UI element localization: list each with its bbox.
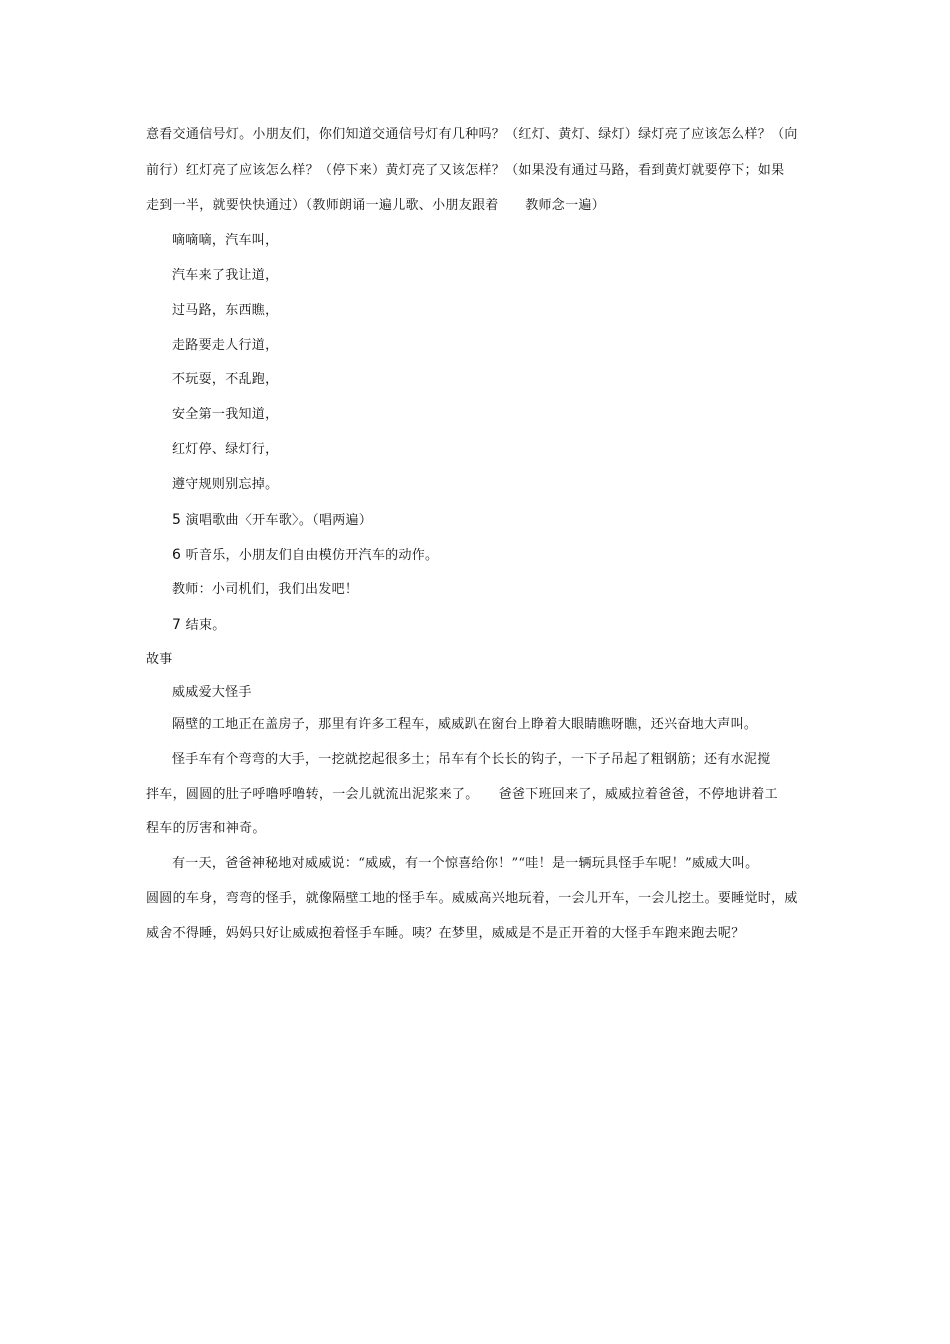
story-paragraph-2-line: 拌车，圆圆的肚子呼噜呼噜转，一会儿就流出泥浆来了。 爸爸下班回来了，威威拉着爸爸，不停地讲着工 (146, 787, 778, 802)
step-number: 5 (172, 512, 182, 528)
step-7 (172, 616, 226, 635)
step-6 (172, 546, 438, 565)
intro-line-1: 意看交通信号灯。小朋友们，你们知道交通信号灯有几种吗？（红灯、黄灯、绿灯）绿灯亮了应该怎么样？（向 (146, 127, 798, 142)
story-paragraph-3-line: 有一天，爸爸神秘地对威威说：“威威，有一个惊喜给你！”“哇！是一辆玩具怪手车呢！”威威大叫。 (172, 856, 759, 871)
step-text: 听音乐，小朋友们自由模仿开汽车的动作。 (185, 548, 439, 563)
step-text: 结束。 (185, 618, 226, 633)
intro-line-3: 走到一半，就要快快通过）（教师朗诵一遍儿歌、小朋友跟着 教师念一遍） (146, 198, 606, 213)
story-paragraph-3-line: 圆圆的车身，弯弯的怪手，就像隔壁工地的怪手车。威威高兴地玩着，一会儿开车，一会儿挖土。要睡觉时，威 (146, 891, 798, 906)
intro-line-2: 前行）红灯亮了应该怎么样？（停下来）黄灯亮了又该怎样？（如果没有通过马路，看到黄灯就要停下；如果 (146, 163, 785, 178)
teacher-line: 教师：小司机们，我们出发吧！ (172, 582, 359, 597)
rhyme-line: 汽车来了我让道， (172, 268, 279, 283)
section-label: 故事 (146, 652, 173, 667)
step-5 (172, 511, 372, 530)
rhyme-line: 红灯停、绿灯行， (172, 442, 279, 457)
rhyme-line: 嘀嘀嘀，汽车叫， (172, 233, 279, 248)
step-number: 6 (172, 547, 182, 563)
story-paragraph-2-line: 怪手车有个弯弯的大手，一挖就挖起很多土；吊车有个长长的钩子，一下子吊起了粗钢筋；还有水泥搅 (172, 752, 771, 767)
story-paragraph-2-line: 程车的厉害和神奇。 (146, 821, 266, 836)
story-paragraph-3-line: 威舍不得睡，妈妈只好让威威抱着怪手车睡。咦？在梦里，威威是不是正开着的大怪手车跑来跑去呢？ (146, 926, 745, 941)
rhyme-line: 过马路，东西瞧， (172, 303, 279, 318)
rhyme-line: 走路要走人行道， (172, 338, 279, 353)
step-number: 7 (172, 617, 182, 633)
story-title: 威威爱大怪手 (172, 685, 252, 700)
rhyme-line: 安全第一我知道， (172, 407, 279, 422)
rhyme-line: 不玩耍，不乱跑， (172, 372, 279, 387)
story-paragraph-1: 隔壁的工地正在盖房子，那里有许多工程车，威威趴在窗台上睁着大眼睛瞧呀瞧，还兴奋地大声叫。 (172, 717, 758, 732)
rhyme-line: 遵守规则别忘掉。 (172, 477, 279, 492)
step-text: 演唱歌曲〈开车歌〉。（唱两遍） (185, 513, 373, 528)
